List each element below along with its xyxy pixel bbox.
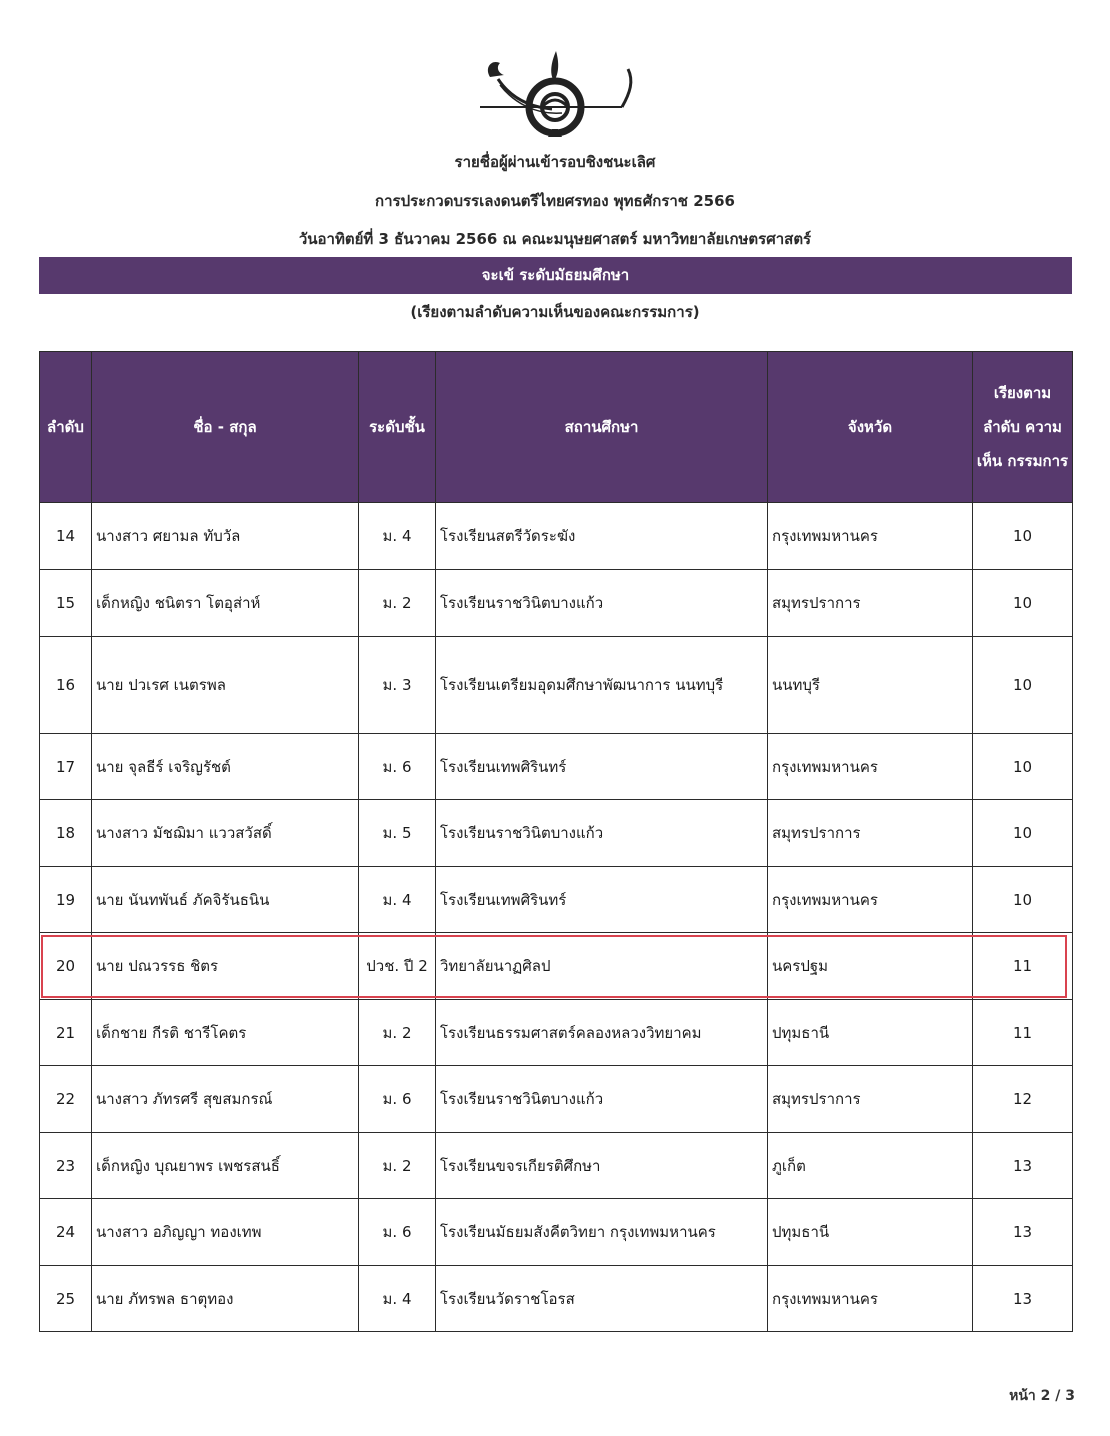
cell-level: ม. 5 [359,800,436,867]
cell-num: 22 [40,1066,92,1133]
cell-level: ม. 4 [359,1266,436,1332]
cell-province: กรุงเทพมหานคร [768,734,973,800]
cell-rank: 13 [973,1199,1073,1266]
column-header-level: ระดับชั้น [359,352,436,503]
cell-rank: 13 [973,1266,1073,1332]
cell-province: ปทุมธานี [768,1000,973,1066]
cell-num: 24 [40,1199,92,1266]
cell-rank: 10 [973,637,1073,734]
cell-level: ม. 4 [359,503,436,570]
cell-level: ม. 2 [359,570,436,637]
cell-school: โรงเรียนสตรีวัดระฆัง [436,503,768,570]
document-title: รายชื่อผู้ผ่านเข้ารอบชิงชนะเลิศ [454,153,656,171]
cell-level: ม. 3 [359,637,436,734]
cell-name: นาย นันทพันธ์ ภัคจิรันธนิน [92,867,359,933]
cell-name: นาย ปวเรศ เนตรพล [92,637,359,734]
cell-num: 25 [40,1266,92,1332]
cell-school: โรงเรียนราชวินิตบางแก้ว [436,1066,768,1133]
cell-province: กรุงเทพมหานคร [768,1266,973,1332]
cell-school: โรงเรียนเทพศิรินทร์ [436,734,768,800]
cell-province: นนทบุรี [768,637,973,734]
table-row [40,800,1073,867]
cell-school: วิทยาลัยนาฏศิลป [436,933,768,1000]
cell-school: โรงเรียนราชวินิตบางแก้ว [436,570,768,637]
cell-province: กรุงเทพมหานคร [768,867,973,933]
results-table [39,351,1073,1332]
cell-school: โรงเรียนมัธยมสังคีตวิทยา กรุงเทพมหานคร [436,1199,768,1266]
cell-num: 19 [40,867,92,933]
table-row [40,503,1073,570]
cell-name: นาย จุลธีร์ เจริญรัชต์ [92,734,359,800]
event-date-venue: วันอาทิตย์ที่ 3 ธันวาคม 2566 ณ คณะมนุษยศาสตร์ มหาวิทยาลัยเกษตรศาสตร์ [298,230,812,248]
cell-num: 20 [40,933,92,1000]
page-number: หน้า 2 / 3 [1009,1388,1075,1404]
cell-name: เด็กหญิง บุณยาพร เพชรสนธิ์ [92,1133,359,1199]
cell-level: ม. 6 [359,734,436,800]
table-row [40,637,1073,734]
cell-school: โรงเรียนธรรมศาสตร์คลองหลวงวิทยาคม [436,1000,768,1066]
cell-province: ปทุมธานี [768,1199,973,1266]
event-name: การประกวดบรรเลงดนตรีไทยศรทอง พุทธศักราช 2566 [375,192,735,210]
cell-level: ม. 6 [359,1066,436,1133]
cell-level: ม. 2 [359,1133,436,1199]
cell-province: สมุทรปราการ [768,1066,973,1133]
cell-num: 16 [40,637,92,734]
table-row [40,1066,1073,1133]
cell-num: 18 [40,800,92,867]
cell-school: โรงเรียนเตรียมอุดมศึกษาพัฒนาการ นนทบุรี [436,637,768,734]
cell-province: สมุทรปราการ [768,570,973,637]
column-header-rank: เรียงตาม ลำดับ ความเห็น กรรมการ [973,352,1073,503]
column-header-school: สถานศึกษา [436,352,768,503]
university-emblem-icon [470,45,640,145]
cell-level: ปวช. ปี 2 [359,933,436,1000]
cell-rank: 10 [973,800,1073,867]
cell-province: นครปฐม [768,933,973,1000]
cell-province: กรุงเทพมหานคร [768,503,973,570]
ordering-note: (เรียงตามลำดับความเห็นของคณะกรรมการ) [410,303,700,321]
cell-rank: 10 [973,503,1073,570]
cell-level: ม. 4 [359,867,436,933]
cell-name: นางสาว มัชฌิมา แววสวัสดิ์ [92,800,359,867]
cell-rank: 10 [973,867,1073,933]
category-band: จะเข้ ระดับมัธยมศึกษา [39,257,1072,294]
cell-name: นาย ภัทรพล ธาตุทอง [92,1266,359,1332]
cell-num: 15 [40,570,92,637]
cell-name: นางสาว อภิญญา ทองเทพ [92,1199,359,1266]
cell-num: 17 [40,734,92,800]
table-row [40,570,1073,637]
cell-province: สมุทรปราการ [768,800,973,867]
cell-rank: 10 [973,570,1073,637]
table-row [40,1266,1073,1332]
table-row [40,1133,1073,1199]
table-row [40,933,1073,1000]
cell-rank: 11 [973,933,1073,1000]
cell-rank: 11 [973,1000,1073,1066]
table-row [40,1000,1073,1066]
cell-level: ม. 2 [359,1000,436,1066]
cell-rank: 12 [973,1066,1073,1133]
cell-school: โรงเรียนเทพศิรินทร์ [436,867,768,933]
cell-rank: 10 [973,734,1073,800]
table-row [40,867,1073,933]
cell-num: 14 [40,503,92,570]
cell-school: โรงเรียนวัดราชโอรส [436,1266,768,1332]
column-header-num: ลำดับ [40,352,92,503]
cell-school: โรงเรียนขจรเกียรติศึกษา [436,1133,768,1199]
table-row [40,1199,1073,1266]
cell-province: ภูเก็ต [768,1133,973,1199]
cell-name: นาย ปณวรรธ ชิตร [92,933,359,1000]
table-header-row [40,352,1073,503]
cell-level: ม. 6 [359,1199,436,1266]
table-row [40,734,1073,800]
cell-num: 23 [40,1133,92,1199]
cell-rank: 13 [973,1133,1073,1199]
cell-name: เด็กชาย กีรติ ชารีโคตร [92,1000,359,1066]
cell-num: 21 [40,1000,92,1066]
column-header-province: จังหวัด [768,352,973,503]
cell-name: นางสาว ศยามล ทับวัล [92,503,359,570]
cell-name: นางสาว ภัทรศรี สุขสมกรณ์ [92,1066,359,1133]
cell-school: โรงเรียนราชวินิตบางแก้ว [436,800,768,867]
cell-name: เด็กหญิง ชนิตรา โตอุส่าห์ [92,570,359,637]
column-header-name: ชื่อ - สกุล [92,352,359,503]
